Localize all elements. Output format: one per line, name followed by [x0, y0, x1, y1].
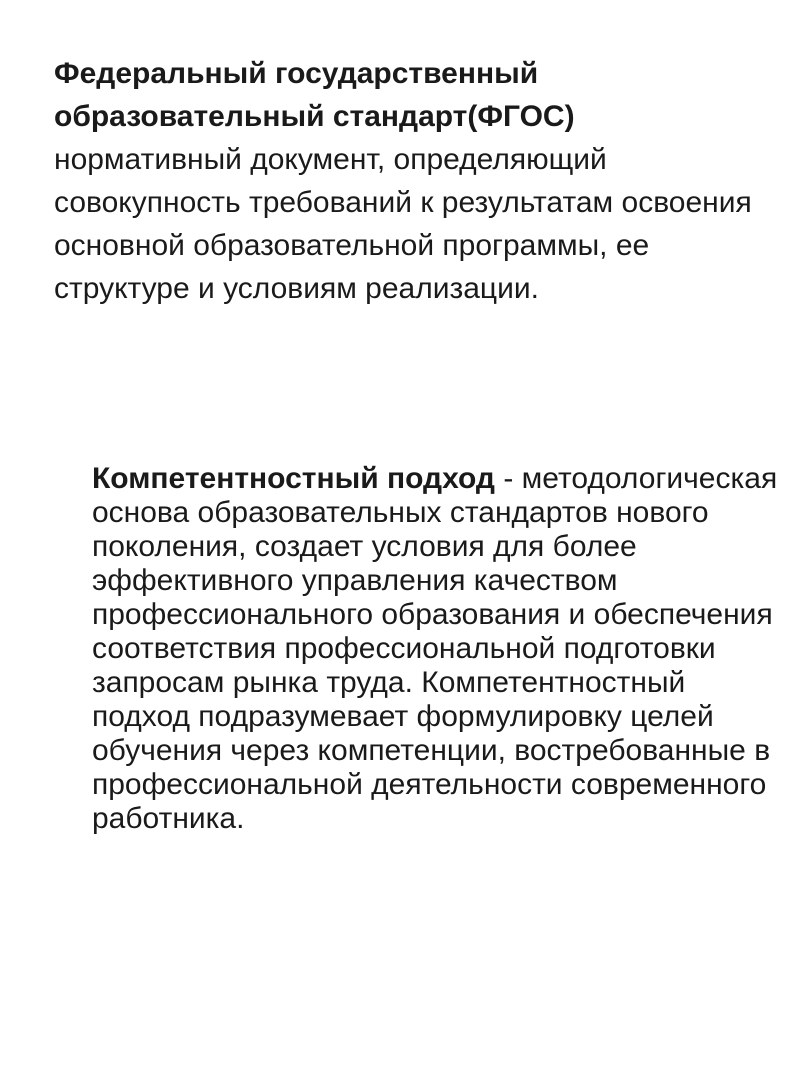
- competence-definition-block: [92, 462, 782, 836]
- fgos-definition-block: [54, 52, 754, 310]
- fgos-term: Федеральный государственный образовательный стандарт(ФГОС): [54, 57, 575, 133]
- competence-term: Компетентностный подход: [92, 462, 495, 495]
- competence-definition: методологическая основа образовательных стандартов нового поколения, создает условия для более эффективного управления качеством профессионального образования и обеспечения соответствия профессиональной подготовки запросам рынка труда. Компетентностный подход подразумевает формулировку целей обучения через компетенции, востребованные в профессиональной деятельности современного работника.: [92, 462, 778, 835]
- fgos-definition: нормативный документ, определяющий совокупность требований к результатам освоения основной образовательной программы, ее структуре и условиям реализации.: [54, 143, 752, 305]
- competence-separator: -: [494, 462, 522, 495]
